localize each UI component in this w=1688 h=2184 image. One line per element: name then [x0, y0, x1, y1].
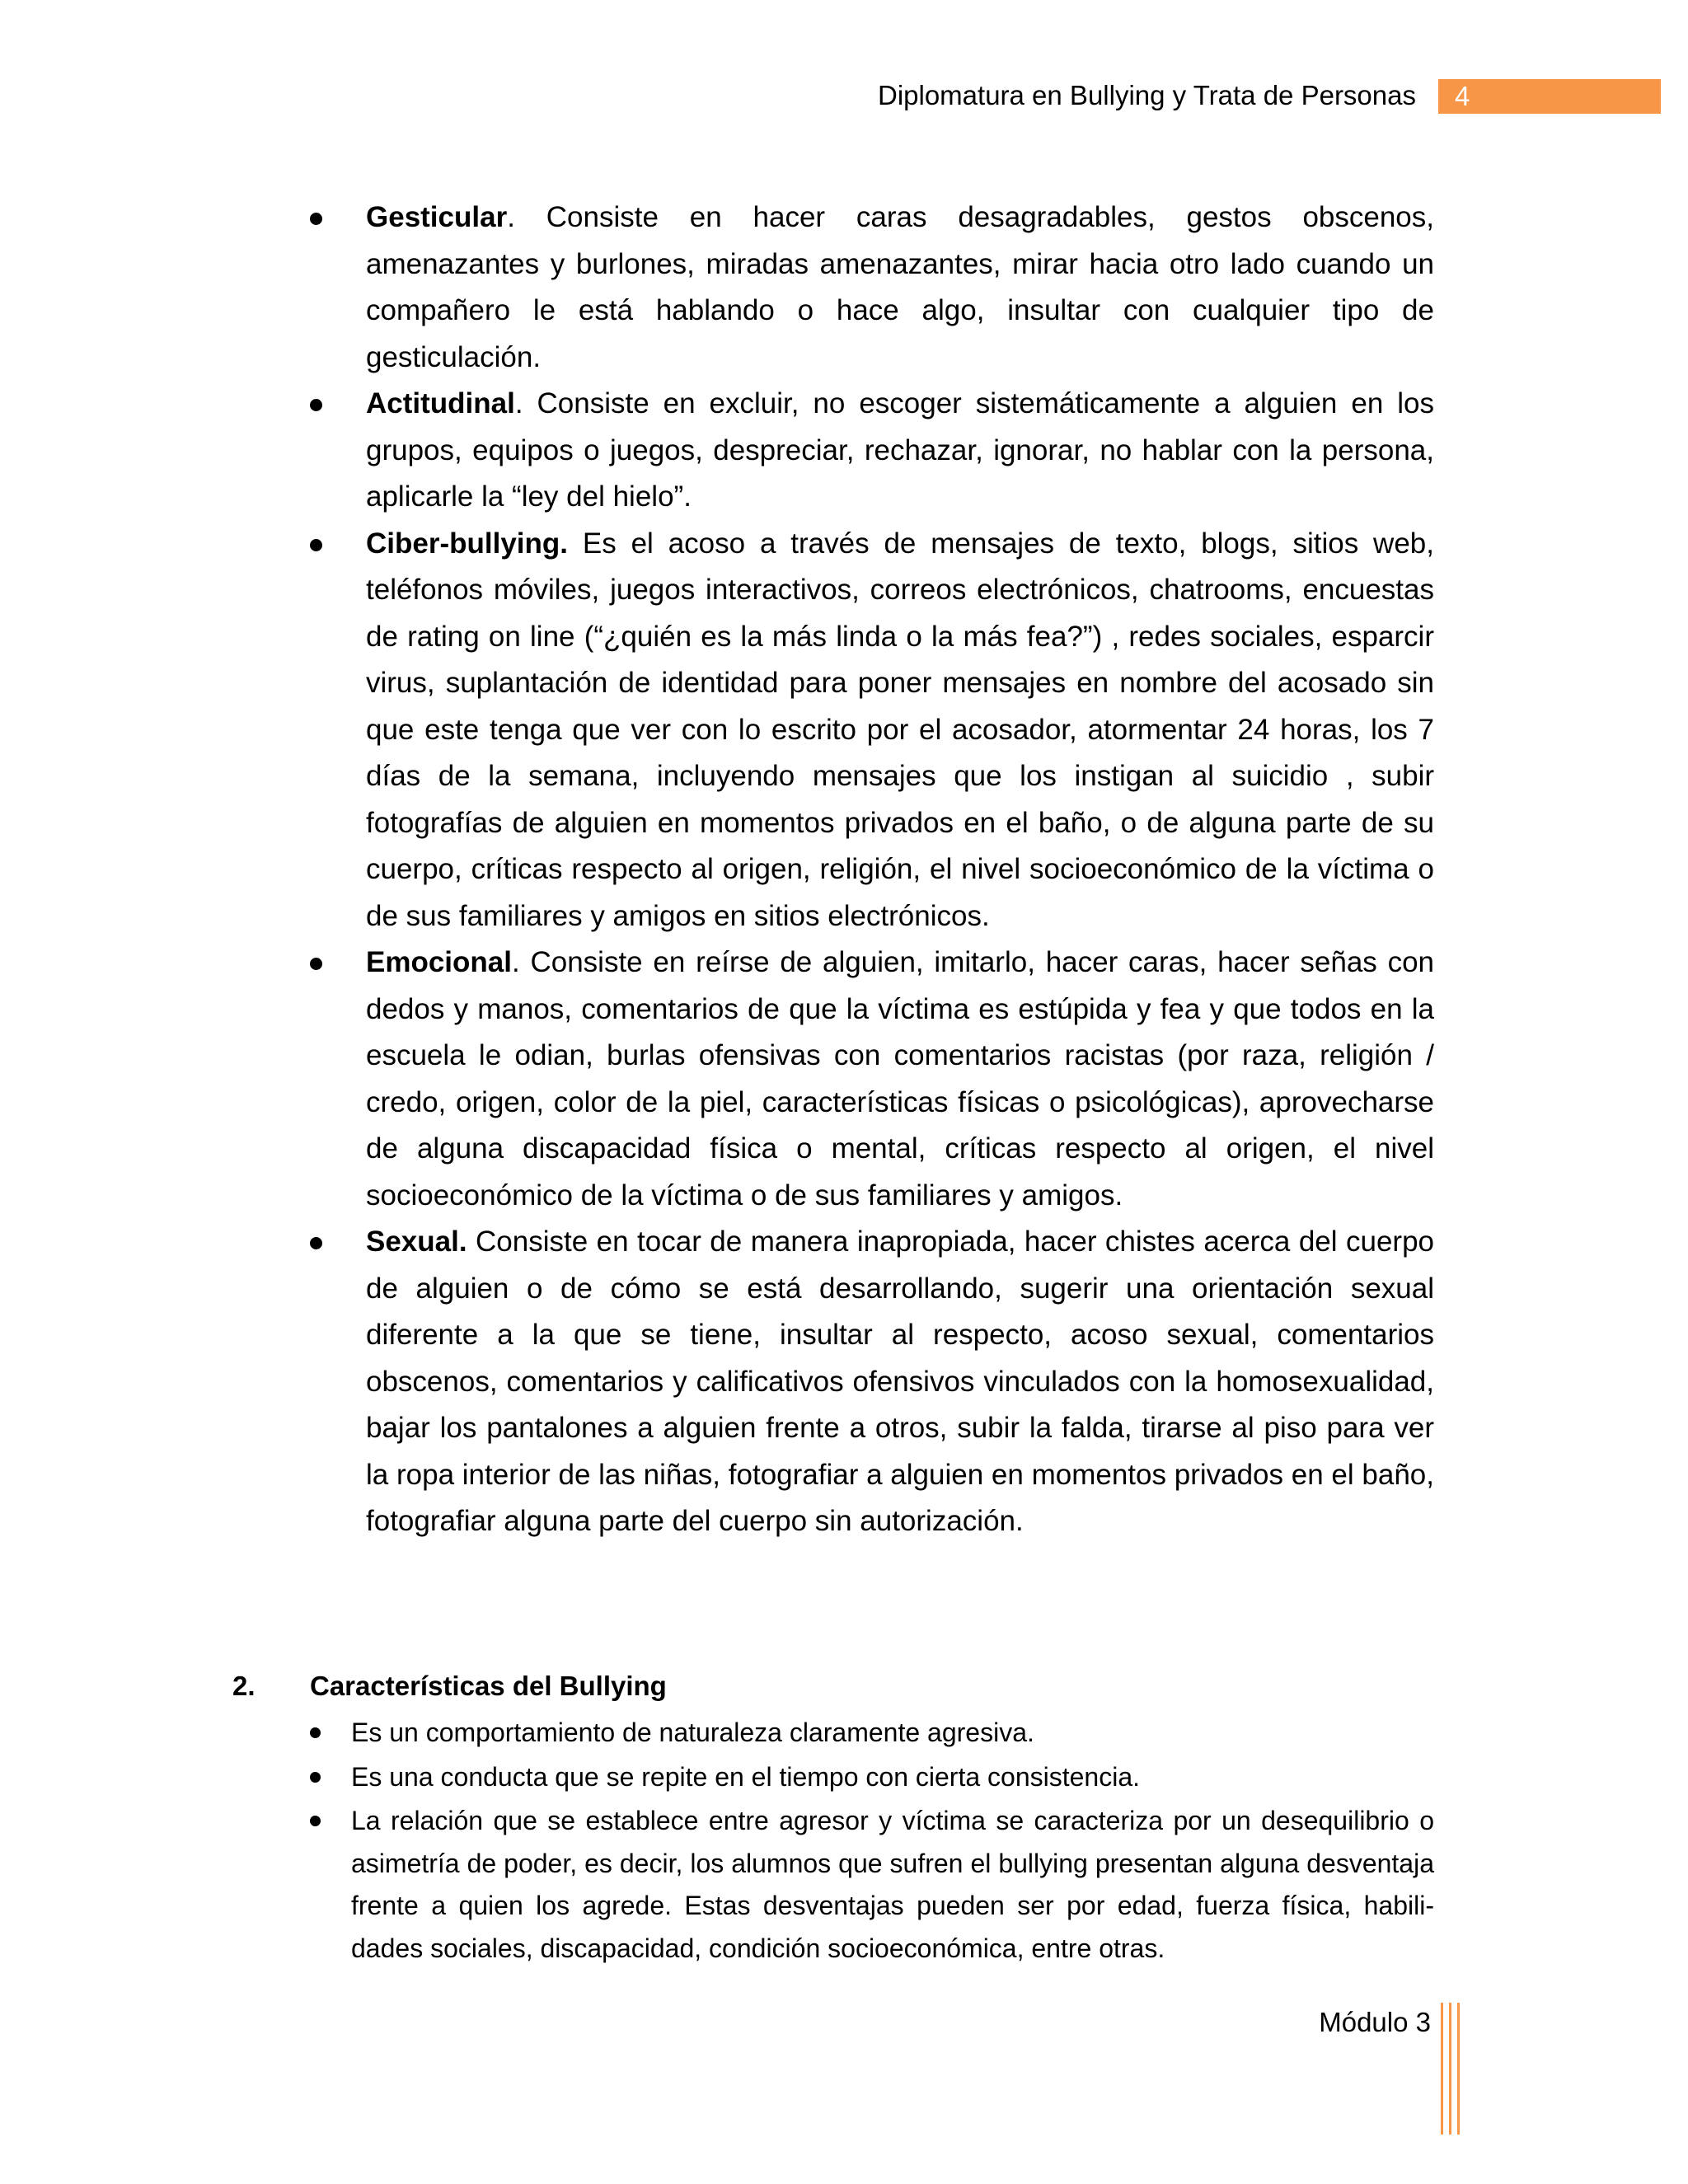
- list-item-ciber-bullying: [310, 521, 1434, 940]
- list-item: [310, 1712, 1434, 1755]
- list-item-sexual: [310, 1219, 1434, 1545]
- term-description: Es el acoso a través de mensajes de texto, blogs, sitios web, teléfonos móviles, juegos interactivos, correos electrónicos, chatrooms, encuestas de rating on line (“¿quién es la más linda o la más fea?”) , redes sociales, esparcir virus, suplantación de identidad para poner mensajes en nombre del acosado sin que este tenga que ver con lo escrito por el acosador, atormentar 24 horas, los 7 días de la semana, incluyendo mensajes que los instigan al suicidio , subir fotografías de alguien en momentos privados en el baño, o de alguna parte de su cuerpo, críticas respecto al origen, religión, el nivel socioeconómico de la víctima o de sus familiares y amigos en sitios electrónicos.: [366, 527, 1434, 932]
- header-title: Diplomatura en Bullying y Trata de Personas: [877, 80, 1416, 110]
- term-description: . Consiste en hacer caras desagradables, gestos obscenos, amenazantes y burlones, miradas amenazantes, mirar hacia otro lado cuando un compañero le está hablando o hace algo, insultar con cualquier tipo de gesticulación.: [366, 201, 1434, 373]
- page-number-badge: 4: [1438, 79, 1661, 114]
- term-label: Actitudinal: [366, 387, 515, 419]
- bullet-icon: [310, 539, 322, 551]
- term-label: Sexual.: [366, 1226, 467, 1258]
- footer-decorative-lines: [1441, 2003, 1461, 2135]
- bullying-types-list: [310, 194, 1434, 1545]
- term-label: Gesticular: [366, 201, 508, 233]
- term-description: Consiste en tocar de manera inapropiada, hacer chistes acerca del cuerpo de alguien o de cómo se está desarrollando, sugerir una orientación sexual diferente a la que se tiene, insultar al respecto, acoso sexual, comentarios obscenos, comentarios y calificativos ofensivos vinculados con la homosexualidad, bajar los pantalones a alguien frente a otros, subir la falda, tirarse al piso para ver la ropa interior de las niñas, fotografiar a alguien en momentos privados en el baño, fotografiar alguna parte del cuerpo sin autorización.: [366, 1226, 1434, 1537]
- footer-line: [1457, 2003, 1460, 2135]
- section-heading: [232, 1668, 1436, 1704]
- footer-line: [1441, 2003, 1443, 2135]
- term-label: Ciber-bullying.: [366, 527, 568, 560]
- list-item-text: Es un comportamiento de naturaleza claramente agresiva.: [351, 1718, 1034, 1747]
- list-item-emocional: [310, 940, 1434, 1219]
- list-item-text: La relación que se establece entre agresor y víctima se caracteriza por un desequilibrio o asimetría de poder, es decir, los alumnos que sufren el bullying presentan alguna desventaja frente a quien los agrede. Estas desventajas pueden ser por edad, fuerza física, habili-dades sociales, discapacidad, condición socioeconómica, entre otras.: [351, 1806, 1434, 1963]
- bullet-icon: [310, 1237, 322, 1249]
- characteristics-list: [310, 1712, 1434, 1970]
- term-description: . Consiste en excluir, no escoger sistemáticamente a alguien en los grupos, equipos o juegos, despreciar, rechazar, ignorar, no hablar con la persona, aplicarle la “ley del hielo”.: [366, 387, 1434, 513]
- list-item-actitudinal: [310, 381, 1434, 521]
- footer-module-label: Módulo 3: [1319, 2007, 1431, 2037]
- list-item: [310, 1756, 1434, 1799]
- bullet-icon: [310, 213, 322, 225]
- bullet-icon: [310, 1772, 321, 1783]
- list-item: [310, 1800, 1434, 1970]
- term-label: Emocional: [366, 946, 512, 978]
- list-item-gesticular: [310, 194, 1434, 381]
- section-number: 2.: [232, 1671, 256, 1701]
- bullet-icon: [310, 399, 322, 411]
- term-description: . Consiste en reírse de alguien, imitarlo, hacer caras, hacer señas con dedos y manos, comentarios de que la víctima es estúpida y fea y que todos en la escuela le odian, burlas ofensivas con comentarios racistas (por raza, religión / credo, origen, color de la piel, características físicas o psicológicas), aprovecharse de alguna discapacidad física o mental, críticas respecto al origen, el nivel socioeconómico de la víctima o de sus familiares y amigos.: [366, 946, 1434, 1212]
- bullet-icon: [310, 1727, 321, 1738]
- bullet-icon: [310, 958, 322, 970]
- list-item-text: Es una conducta que se repite en el tiempo con cierta consistencia.: [351, 1761, 1141, 1792]
- footer-line: [1449, 2003, 1451, 2135]
- bullet-icon: [310, 1816, 321, 1826]
- section-title: Características del Bullying: [310, 1671, 667, 1701]
